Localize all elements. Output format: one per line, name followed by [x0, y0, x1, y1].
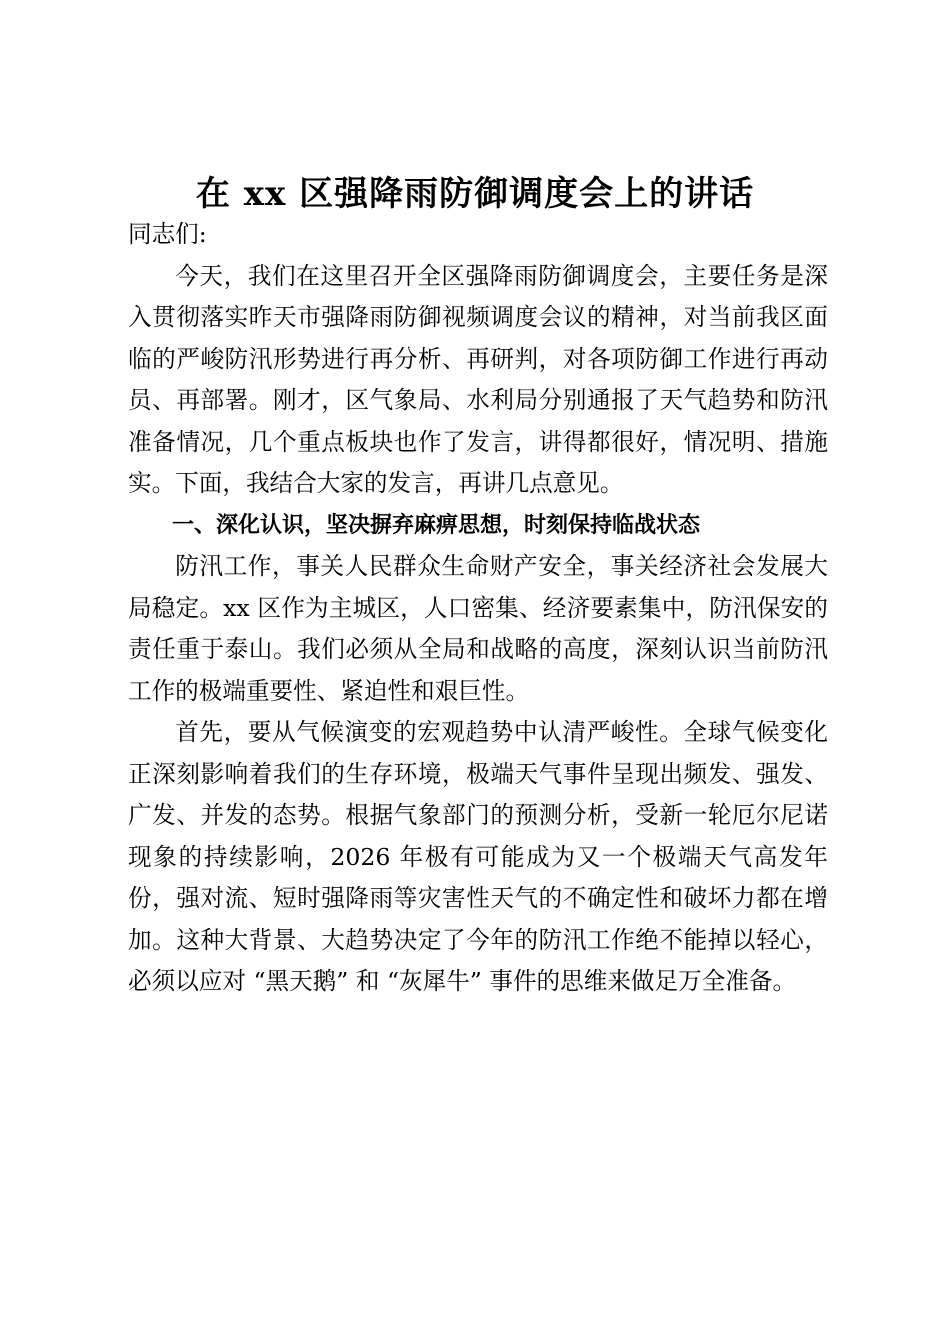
document-body — [128, 214, 828, 1003]
paragraph-flood-importance: 防汛工作，事关人民群众生命财产安全，事关经济社会发展大局稳定。xx 区作为主城区，人口密集、经济要素集中，防汛保安的责任重于泰山。我们必须从全局和战略的高度，深刻认识当前防汛工作的极端重要性、紧迫性和艰巨性。 — [128, 552, 828, 705]
section-heading: 一、深化认识，坚决摒弃麻痹思想，时刻保持临战状态 — [172, 511, 701, 538]
salutation: 同志们: — [128, 220, 207, 248]
document-title: 在 xx 区强降雨防御调度会上的讲话 — [195, 174, 755, 214]
paragraph-climate-trend: 首先，要从气候演变的宏观趋势中认清严峻性。全球气候变化正深刻影响着我们的生存环境，极端天气事件呈现出频发、强发、广发、并发的态势。根据气象部门的预测分析，受新一轮厄尔尼诺现象的持续影响，2026 年极有可能成为又一个极端天气高发年份，强对流、短时强降雨等灾害性天气的不确定性和破坏力都在增加。这种大背景、大趋势决定了今年的防汛工作绝不能掉以轻心，必须以应对 “黑天鹅” 和 “灰犀牛” 事件的思维来做足万全准备。 — [128, 718, 828, 995]
paragraph-intro: 今天，我们在这里召开全区强降雨防御调度会，主要任务是深入贯彻落实昨天市强降雨防御视频调度会议的精神，对当前我区面临的严峻防汛形势进行再分析、再研判，对各项防御工作进行再动员、再部署。刚才，区气象局、水利局分别通报了天气趋势和防汛准备情况，几个重点板块也作了发言，讲得都很好，情况明、措施实。下面，我结合大家的发言，再讲几点意见。 — [128, 261, 828, 497]
